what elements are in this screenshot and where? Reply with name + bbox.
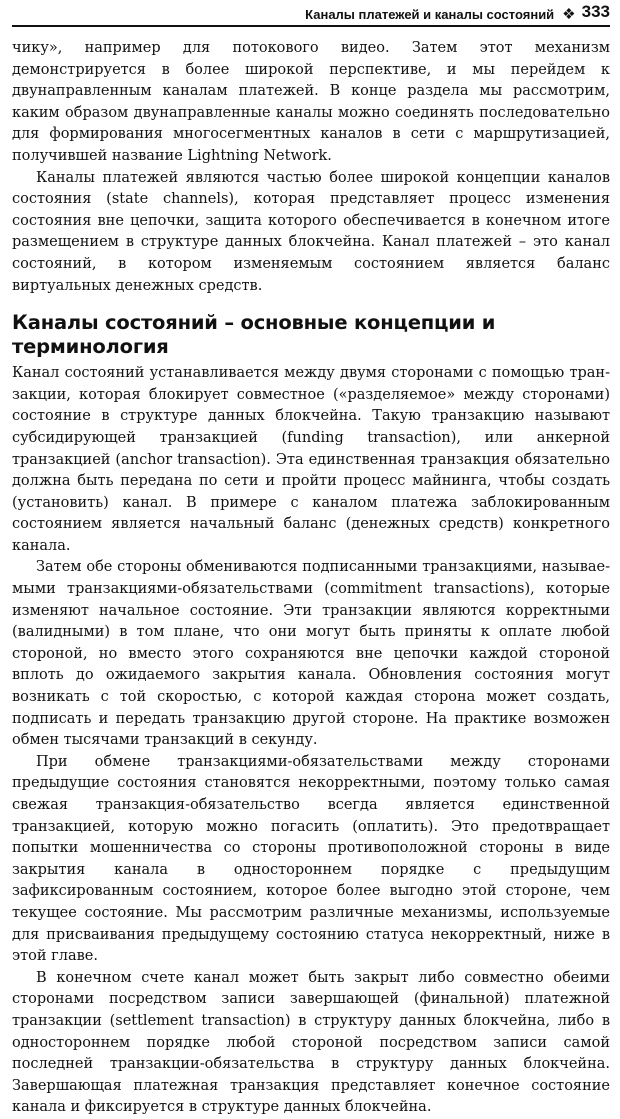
running-header [12,0,610,27]
paragraph-state-channels-intro: Каналы платежей являются частью более широкой концепции каналов состояния (state channels), которая представляет процесс изменения состояния вне цепочки, защита которого обеспечивается в конечном итоге размещением в структуре данных блокчейна. Канал платежей – это канал состояний, в котором изменяемым состоянием является баланс виртуальных денежных средств. [12,169,610,294]
running-title: Каналы платежей и каналы состояний [305,7,555,22]
paragraph-revoked-states: При обмене транзакциями-обязательствами между сторонами предыдущие состояния становятся некорректными, поэтому только самая свежая транзакция-обязательство всегда является единственной транзакцией, которую можно погасить (оплатить). Это предотвращает попытки мошенничества со стороны противоположной стороны в виде закрытия канала в одностороннем порядке с предыдущим зафиксированным состоянием, которое более выгодно этой стороне, чем текущее состояние. Мы рассмотрим различные механизмы, используемые для присваивания предыдущему состоянию статуса некорректный, ниже в этой главе. [12,753,610,965]
paragraph-funding-transaction: Канал состояний устанавливается между двумя сторонами с помощью транзакции, которая блокирует совместное («разделяемое» между сторонами) состояние в структуре данных блокчейна. Такую транзакцию называют субсидирующей транзакцией (funding transaction), или анкерной транзакцией (anchor transaction). Эта единственная транзакция обязательно должна быть передана по сети и пройти процесс майнинга, чтобы создать (установить) канал. В примере с каналом платежа заблокированным состоянием является начальный баланс (денежных средств) конкретного канала. [12,365,610,554]
diamond-ornament-icon: ❖ [562,6,576,23]
paragraph-settlement-transaction: В конечном счете канал может быть закрыт либо совместно обеими сторонами посредством записи завершающей (финальной) платежной транзакции (settlement transaction) в структуру данных блокчейна, либо в одностороннем порядке любой стороной посредством записи самой последней транзакции-обязательства в структуру данных блокчейна. Завершающая платежная транзакция представляет конечное состояние канала и фиксируется в структуре данных блокчейна. [12,969,610,1116]
section-heading: Каналы состояний – основные концепции и терминология [12,311,496,359]
page-number: 333 [581,2,610,21]
paragraph-continued: чику», например для потокового видео. Затем этот механизм демонстрируется в более широкой перспективе, и мы перейдем к двунаправленным каналам платежей. В конце раздела мы рассмотрим, каким образом двунаправленные каналы можно соединять последовательно для формирования многосегментных каналов в сети с маршрутизацией, получившей название Lightning Network. [12,40,610,164]
page-content [12,27,610,1119]
paragraph-commitment-transactions: Затем обе стороны обмениваются подписанными транзакциями, называемыми транзакциями-обязательствами (commitment transactions), которые изменяют начальное состояние. Эти транзакции являются корректными (валидными) в том плане, что они могут быть приняты к оплате любой стороной, но вместо этого сохраняются вне цепочки каждой стороной вплоть до ожидаемого закрытия канала. Обновления состояния могут возникать с той скоростью, с которой каждая сторона может создать, подписать и передать транзакцию другой стороне. На практике возможен обмен тысячами транзакций в секунду. [12,559,610,749]
